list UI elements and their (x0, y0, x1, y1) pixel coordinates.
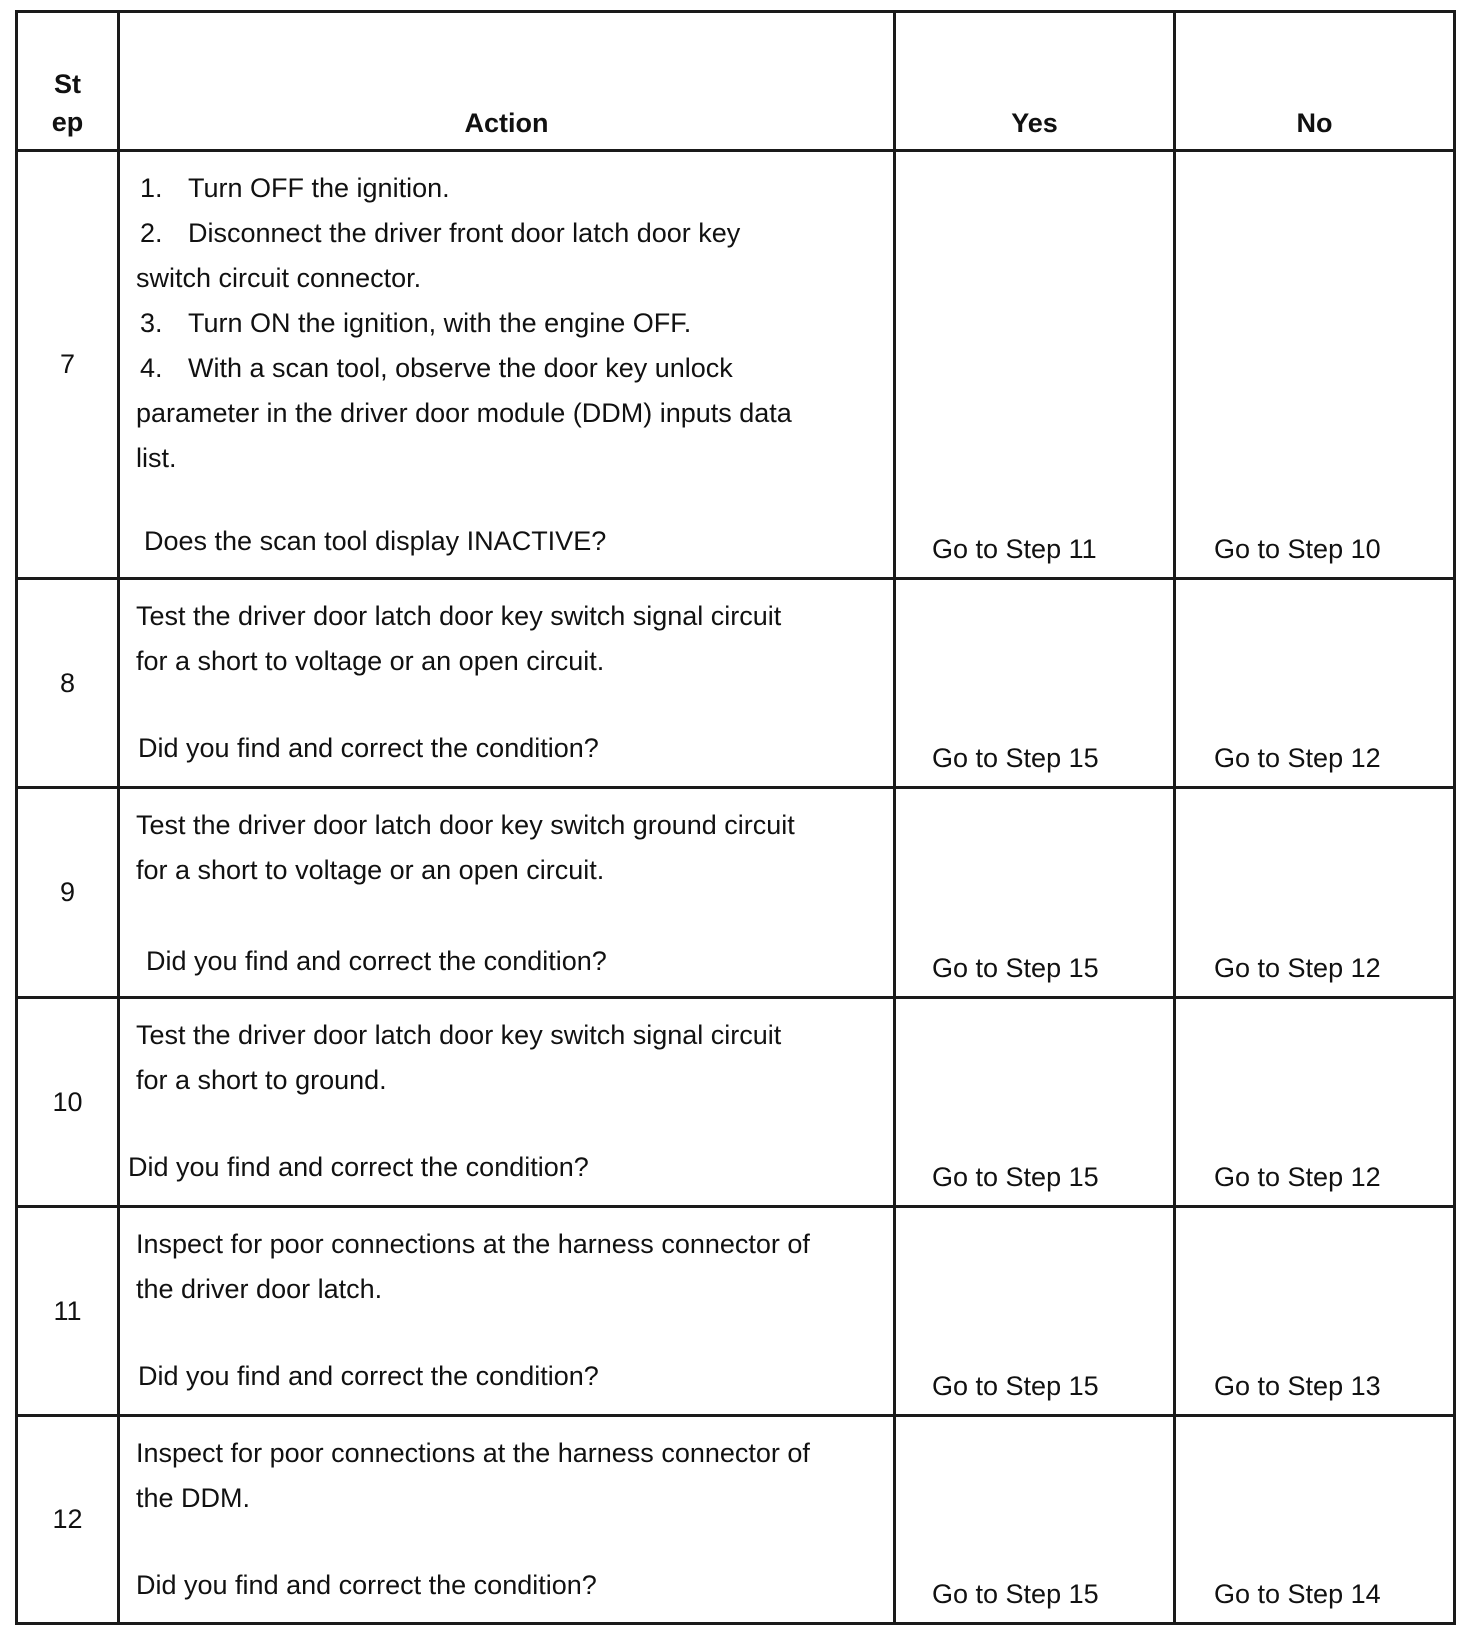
action-text (136, 594, 875, 684)
action-line: for a short to voltage or an open circuit. (136, 646, 605, 676)
no-result: Go to Step 12 (1175, 579, 1455, 788)
action-line: the DDM. (136, 1483, 251, 1513)
header-action: Action (119, 12, 895, 151)
step-number: 12 (17, 1416, 119, 1624)
action-question: Did you find and correct the condition? (146, 946, 607, 976)
action-step-item (136, 346, 875, 391)
action-line: for a short to voltage or an open circuit. (136, 855, 605, 885)
action-question: Did you find and correct the condition? (138, 1361, 599, 1391)
table-row (17, 1416, 1455, 1624)
no-result: Go to Step 12 (1175, 998, 1455, 1207)
header-step-line2: ep (51, 107, 84, 137)
step-item-number: 1. (140, 173, 163, 203)
action-question: Does the scan tool display INACTIVE? (144, 526, 607, 556)
step-item-text: With a scan tool, observe the door key unlock (188, 353, 733, 383)
step-item-continuation: list. (136, 443, 177, 473)
action-cell (119, 1207, 895, 1416)
action-line: Inspect for poor connections at the harness connector of (136, 1229, 810, 1259)
header-yes: Yes (895, 12, 1175, 151)
action-text (136, 1431, 875, 1521)
step-item-continuation: parameter in the driver door module (DDM) inputs data (136, 398, 792, 428)
action-question: Did you find and correct the condition? (136, 1570, 597, 1600)
yes-result: Go to Step 15 (895, 998, 1175, 1207)
action-line: Test the driver door latch door key switch ground circuit (136, 810, 795, 840)
action-steps (136, 166, 875, 481)
table-row (17, 788, 1455, 998)
table-row (17, 579, 1455, 788)
no-result: Go to Step 13 (1175, 1207, 1455, 1416)
action-question: Did you find and correct the condition? (128, 1152, 589, 1182)
no-result: Go to Step 10 (1175, 151, 1455, 579)
table-row (17, 1207, 1455, 1416)
table-row (17, 998, 1455, 1207)
yes-result: Go to Step 15 (895, 788, 1175, 998)
action-question: Did you find and correct the condition? (138, 733, 599, 763)
header-step (17, 12, 119, 151)
table-header-row (17, 12, 1455, 151)
action-text (136, 1222, 875, 1312)
header-step-line1: St (54, 69, 81, 99)
action-cell (119, 788, 895, 998)
action-line: Inspect for poor connections at the harness connector of (136, 1438, 810, 1468)
action-line: Test the driver door latch door key switch signal circuit (136, 1020, 782, 1050)
action-text (136, 803, 875, 893)
step-number: 7 (17, 151, 119, 579)
step-item-text: Disconnect the driver front door latch door key (188, 218, 741, 248)
yes-result: Go to Step 15 (895, 1207, 1175, 1416)
step-item-text: Turn ON the ignition, with the engine OFF. (188, 308, 692, 338)
step-number: 8 (17, 579, 119, 788)
yes-result: Go to Step 15 (895, 1416, 1175, 1624)
diagnostic-table (15, 10, 1456, 1625)
action-line: Test the driver door latch door key switch signal circuit (136, 601, 782, 631)
yes-result: Go to Step 11 (895, 151, 1175, 579)
step-item-continuation: switch circuit connector. (136, 263, 422, 293)
no-result: Go to Step 12 (1175, 788, 1455, 998)
action-step-item (136, 211, 875, 256)
action-line: the driver door latch. (136, 1274, 383, 1304)
step-item-number: 4. (140, 353, 163, 383)
step-item-number: 3. (140, 308, 163, 338)
action-step-item (136, 301, 875, 346)
step-number: 9 (17, 788, 119, 998)
action-cell (119, 1416, 895, 1624)
action-cell (119, 998, 895, 1207)
step-item-text: Turn OFF the ignition. (188, 173, 450, 203)
action-step-item (136, 166, 875, 211)
yes-result: Go to Step 15 (895, 579, 1175, 788)
action-cell (119, 151, 895, 579)
step-number: 11 (17, 1207, 119, 1416)
step-number: 10 (17, 998, 119, 1207)
no-result: Go to Step 14 (1175, 1416, 1455, 1624)
action-cell (119, 579, 895, 788)
action-text (136, 1013, 875, 1103)
table-row (17, 151, 1455, 579)
step-item-number: 2. (140, 218, 163, 248)
action-line: for a short to ground. (136, 1065, 387, 1095)
header-no: No (1175, 12, 1455, 151)
